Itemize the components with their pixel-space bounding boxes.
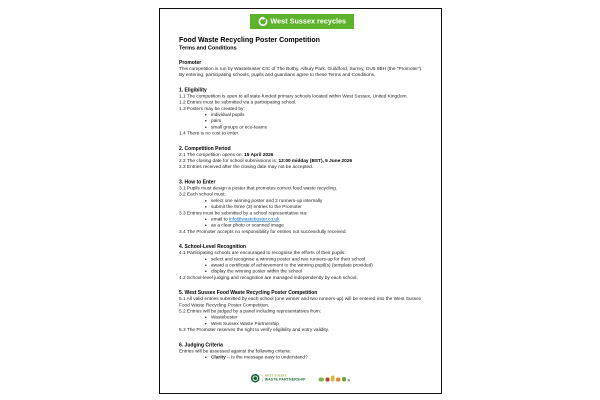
mascot-shape [348,379,351,382]
mascot-shape [342,377,346,382]
list-item: • as a clear photo or scanned image [211,223,425,229]
bullet-list [179,355,425,361]
west-sussex-recycles-banner [250,14,354,29]
section-judging-criteria [179,342,425,361]
clause: 1.4 There is no cost to enter. [179,130,240,137]
partnership-circle-icon [251,374,260,383]
section-competition-period [179,145,425,170]
bullet-list [179,256,425,275]
clause: 5.2 Entries will be judged by a panel including representatives from: [179,308,322,314]
criterion-text: – Is the message easy to understand? [225,354,308,360]
mascot-shape [336,377,341,381]
closing-date: 12:00 midday (BST), 5 June 2026 [278,158,353,164]
footer-logos [160,374,441,383]
banner-label: West Sussex recycles [270,17,347,26]
list-item: • award a certificate of achievement to the winning pupil(s) (template provided) [211,262,425,268]
list-item: • display the winning poster within the school [211,269,425,275]
section-heading: Promoter [179,60,202,66]
clause: 1.3 Posters may be created by: [179,105,245,112]
logo-divider [262,375,263,382]
partnership-logo-line2: WASTE PARTNERSHIP [264,377,306,382]
list-item: • submit the three (3) entries to the Promoter [211,204,425,210]
paragraph: This competition is run by Wastebuster CIC of The Bothy, Albury Park, Guildford, Surrey, GU5 9BH (the “Promoter”). [179,66,423,72]
page-subtitle: Terms and Conditions [179,45,237,51]
clause: 1.2 Entries must be submitted via a participating school. [179,99,297,106]
west-sussex-waste-partnership-logo [251,374,306,383]
criterion-name: Clarity [211,354,226,360]
list-item: • select and recognise a winning poster and two runners-up for their school [211,256,425,262]
clause: 3.2 Each school must: [179,191,226,198]
clause: 3.1 Pupils must design a poster that promotes correct food waste recycling. [179,185,338,191]
document-page [159,8,442,394]
partnership-logo-text [265,375,306,382]
recycle-arrow-icon [258,17,268,27]
mascot-shape [331,375,335,381]
section-school-recognition [179,244,425,282]
opening-date: 15 April 2026 [244,151,274,158]
partnership-logo-line1: WEST SUSSEX [264,374,287,378]
clause-text: 2.1 The competition opens on: [179,151,245,158]
section-heading: 3. How to Enter [179,179,216,185]
page-title: Food Waste Recycling Poster Competition [179,35,320,44]
mascot-shape [319,377,325,381]
clause-text: 2.2 The closing date for school submissions is: [179,158,279,164]
bullet-list [179,198,425,210]
section-heading: 4. School-Level Recognition [179,244,246,250]
clause: 5.3 The Promoter reserves the right to verify eligibility and entry validity. [179,327,330,333]
clause: 3.4 The Promoter accepts no responsibility for entries not successfully received. [179,228,347,235]
list-item: • pairs [211,118,425,124]
section-heading: 5. West Sussex Food Waste Recycling Poster Competition [179,290,318,296]
clause: 4.1 Participating schools are encouraged to recognise the efforts of their pupils: [179,250,346,256]
clause: 2.3 Entries received after the closing date may not be accepted. [179,164,314,170]
mascot-shape [326,377,330,381]
list-item [211,355,425,361]
wastebuster-characters-logo [319,375,351,381]
paragraph: By entering, participating schools, pupils and guardians agree to these Terms and Conditions. [179,72,376,78]
list-item: • select one winning poster and 2 runners-up internally [211,198,425,204]
email-link[interactable]: info@wastebuster.co.uk [228,216,280,222]
section-county-competition [179,290,425,334]
clause: 4.2 School-level judging and recognition are managed independently by each school. [179,274,358,281]
list-item: • West Sussex Waste Partnership [211,321,425,327]
clause: Entries will be assessed against the following criteria: [179,348,291,354]
clause: 5.1 All valid entries submitted by each school (one winner and two runners-up) will be entered into the West Sussex Food Waste Recycling Poster Competition. [179,296,422,308]
bullet-list [179,216,425,228]
list-item: • individual pupils [211,112,425,118]
list-item-text: email to [211,216,229,222]
section-heading: 6. Judging Criteria [179,342,223,348]
document-content [160,9,441,394]
section-heading: 1. Eligibility [179,87,207,93]
section-how-to-enter [179,179,425,235]
section-heading: 2. Competition Period [179,145,231,152]
bullet-list [179,112,425,131]
section-promoter [179,60,425,79]
clause: 3.3 Entries must be submitted by a school representative via: [179,210,308,216]
section-eligibility [179,87,425,137]
bullet-list [179,315,425,327]
list-item: • small groups or eco-teams [211,124,425,130]
clause: 1.1 The competition is open to all state-funded primary schools located within West Sussex, United Kingdom. [179,93,408,99]
list-item: • Wastebuster [211,315,425,321]
